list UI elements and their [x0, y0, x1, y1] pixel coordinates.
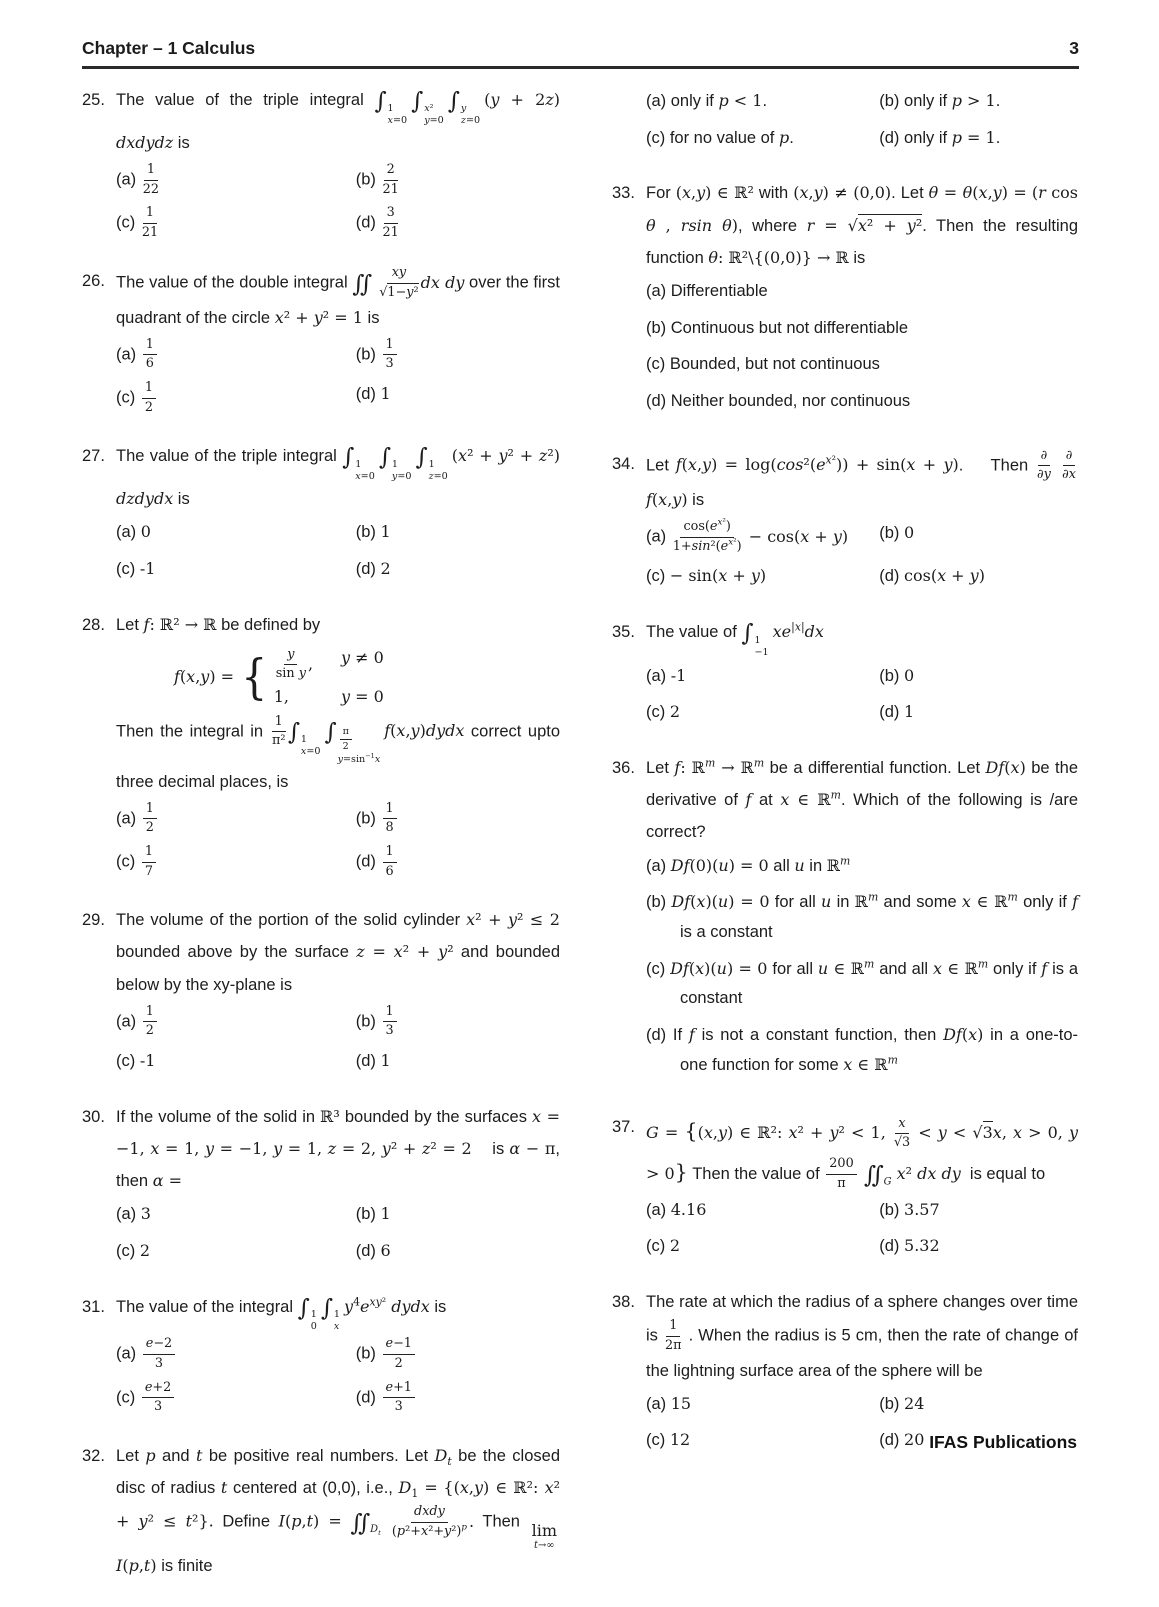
question-32-options — [612, 84, 1078, 153]
options — [646, 277, 1078, 417]
question-body — [646, 84, 1078, 153]
option-d: (d) cos(x + y) — [879, 566, 985, 586]
page-content — [82, 84, 1078, 1607]
option-b: (b) $\frac{2}{21}$ — [355, 161, 399, 197]
question-37 — [612, 1111, 1078, 1262]
option-d: (d) 1 — [355, 1050, 391, 1070]
options — [646, 1196, 1078, 1262]
question-34 — [612, 448, 1078, 592]
option-d: (d) $\frac{e+1}{3}$ — [356, 1380, 560, 1416]
option-d: (d) 2 — [355, 558, 391, 578]
option-d: (d) $\frac{3}{21}$ — [355, 205, 399, 240]
question-body — [646, 1286, 1078, 1456]
option-b: (b) 0 — [879, 523, 915, 543]
option-d: (d) $\frac{1}{6}$ — [356, 844, 560, 880]
question-number: 33. — [612, 184, 635, 203]
option-b: (b) 0 — [879, 665, 915, 685]
question-body — [646, 752, 1078, 1087]
question-text: G = {(x,y) ∈ ℝ²: x² + y² < 1, $\frac{x}{√3}$ < y < √3x, x > 0, y > 0} Then the value of $\frac{200}{\pi}$ $∬_G$ x² dx dy is equal to — [646, 1115, 1078, 1192]
question-27 — [82, 440, 560, 584]
option-d: (d) Neither bounded, nor continuous — [646, 391, 911, 410]
option-b: (b) $\frac{1}{8}$ — [356, 801, 560, 837]
option-a: (a) 15 — [646, 1393, 692, 1413]
question-number: 35. — [612, 623, 635, 641]
options — [116, 518, 560, 584]
question-35 — [612, 616, 1078, 728]
question-38 — [612, 1286, 1078, 1456]
question-text: If the volume of the solid in ℝ³ bounded by the surfaces x = −1, x = 1, y = −1, y = 1, z = 2, y² + z² = 2 is α − π, then α = — [116, 1106, 561, 1190]
question-text: Let p and t be positive real numbers. Let $D_t$ be the closed disc of radius t centered at (0,0), i.e., $D_1 = \{(x,y)$ ∈ ℝ²: x² + y² ≤ t²}. Define $I(p,t) = ∬_{D_t}$ dxdy $(p^2+x^2+y^2)^p$ . Then lim t→∞ I(p,t) is finite — [116, 1445, 561, 1576]
option-a: (a) $\frac{1}{2}$ — [116, 1004, 356, 1040]
question-body — [646, 448, 1078, 592]
option-d: (d) 1 — [355, 384, 391, 404]
question-number: 34. — [612, 454, 635, 473]
question-30 — [82, 1101, 560, 1267]
option-c: (c) $\frac{1}{21}$ — [116, 205, 159, 240]
question-31 — [82, 1291, 560, 1416]
question-body — [116, 1440, 560, 1583]
question-text: The value of the triple integral ∫ 1 x=0 ∫ 1 y=0 ∫ 1 z=0 (x² + y² + z²) dzdydx is — [116, 444, 560, 509]
option-d: (d) 6 — [355, 1240, 391, 1260]
options — [646, 87, 1078, 153]
question-number — [612, 84, 646, 153]
option-c: (c) 2 — [646, 1236, 681, 1256]
question-body — [116, 904, 560, 1076]
option-b: (b) 1 — [355, 522, 391, 542]
question-text: Let $f(x,y) = \log(\cos^2(e^{x^2})) + \sin(x + y)$. Then ∂ ∂y ∂ ∂x f(x,y) is — [646, 447, 1076, 509]
option-d: (d) If f is not a constant function, then Df(x) in a one-to-one function for some x ∈ ℝ$^m$ — [646, 1025, 1079, 1074]
question-text: The rate at which the radius of a sphere changes over time is $\frac{1}{2\pi}$ . When the radius is 5 cm, then the rate of change of the lightning surface area of the sphere will be — [646, 1293, 1079, 1380]
question-26 — [82, 265, 560, 416]
option-b: (b) $\frac{1}{3}$ — [356, 337, 560, 373]
option-a: (a) 3 — [116, 1204, 151, 1224]
question-29 — [82, 904, 560, 1076]
option-a: (a) $\frac{e-2}{3}$ — [116, 1336, 356, 1372]
option-a: (a) $\frac{\cos(e^{x^2})}{1+\sin^2(e^{x^2})}$ − cos(x + y) — [646, 517, 849, 554]
option-c: (c) -1 — [116, 558, 156, 578]
option-b: (b) Continuous but not differentiable — [646, 318, 909, 337]
option-b: (b) 1 — [355, 1204, 391, 1224]
option-c: (c) $\frac{1}{7}$ — [116, 844, 356, 880]
question-text: The value of the integral ∫ 1 0 ∫ 1 x $y^4e^{xy^2}$ dydx is — [116, 1294, 447, 1333]
question-text: Let f: ℝ$^m$ → ℝ$^m$ be a differential function. Let Df(x) be the derivative of f at x ∈ ℝ$^m$. Which of the following is /are correct? — [646, 756, 1079, 842]
publisher-name: IFAS Publications — [929, 1432, 1077, 1452]
question-body — [116, 609, 560, 881]
option-c: (c) Df(x)(u) = 0 for all u ∈ ℝ$^m$ and all x ∈ ℝ$^m$ only if f is a constant — [646, 957, 1079, 1008]
question-number: 27. — [82, 447, 105, 466]
left-column — [82, 84, 560, 1607]
right-column — [612, 84, 1078, 1607]
option-c: (c) -1 — [116, 1050, 156, 1070]
option-d: (d) 20 — [879, 1430, 925, 1450]
question-number: 26. — [82, 272, 105, 291]
options — [116, 162, 560, 242]
question-text: The volume of the portion of the solid cylinder x² + y² ≤ 2 bounded above by the surface z = x² + y² and bounded below by the xy-plane is — [116, 910, 561, 994]
question-body — [646, 177, 1078, 423]
option-c: (c) 2 — [646, 702, 681, 722]
question-body — [646, 1111, 1078, 1262]
question-32 — [82, 1440, 560, 1583]
options — [116, 801, 560, 881]
page-header — [82, 38, 1079, 69]
option-a: (a) $\frac{1}{2}$ — [116, 801, 356, 837]
option-b: (b) 3.57 — [879, 1199, 940, 1219]
option-c: (c) for no value of p. — [646, 127, 794, 147]
question-number: 30. — [82, 1107, 105, 1126]
question-33 — [612, 177, 1078, 423]
option-c: (c) $\frac{e+2}{3}$ — [116, 1380, 356, 1416]
question-body — [646, 616, 1078, 728]
option-b: (b) 24 — [879, 1393, 925, 1413]
question-text: The value of the double integral ∬ $\frac{xy}{\text{√1−y²}}$ dx dy over the first quadrant of the circle x² + y² = 1 is — [116, 265, 561, 327]
question-text: The value of ∫ 1 −1 $xe^{|x|}dx$ — [646, 619, 824, 658]
option-d: (d) only if p = 1. — [879, 127, 1001, 147]
option-a: (a) Df(0)(u) = 0 all u in ℝ$^m$ — [646, 854, 851, 875]
option-a: (a) $\frac{1}{6}$ — [116, 337, 356, 373]
question-number: 25. — [82, 91, 105, 109]
question-body — [116, 1101, 560, 1267]
option-a: (a) 0 — [116, 522, 151, 542]
question-number: 31. — [82, 1297, 105, 1316]
option-d: (d) 1 — [879, 702, 915, 722]
question-number: 32. — [82, 1446, 105, 1465]
option-c: (c) − sin(x + y) — [646, 566, 767, 586]
option-d: (d) 5.32 — [879, 1236, 940, 1256]
question-number: 37. — [612, 1118, 635, 1137]
chapter-title: Chapter – 1 Calculus — [82, 38, 256, 58]
option-b: (b) $\frac{e-1}{2}$ — [356, 1336, 560, 1372]
option-a: (a) -1 — [646, 665, 687, 685]
question-number: 36. — [612, 759, 635, 778]
question-body — [116, 265, 560, 416]
question-number: 28. — [82, 615, 105, 634]
option-b: (b) $\frac{1}{3}$ — [356, 1004, 560, 1040]
option-b: (b) Df(x)(u) = 0 for all u in ℝ$^m$ and some x ∈ ℝ$^m$ only if f is a constant — [646, 891, 1078, 942]
options — [116, 1200, 560, 1266]
question-body — [116, 84, 560, 241]
options — [116, 1004, 560, 1077]
options — [646, 852, 1078, 1081]
options — [646, 662, 1078, 728]
option-c: (c) 2 — [116, 1240, 151, 1260]
options — [116, 337, 560, 417]
question-number: 38. — [612, 1293, 635, 1312]
question-36 — [612, 752, 1078, 1087]
option-c: (c) Bounded, but not continuous — [646, 355, 880, 374]
option-c: (c) 12 — [646, 1430, 691, 1450]
question-28 — [82, 609, 560, 881]
options — [116, 1336, 560, 1416]
question-text: The value of the triple integral ∫ 1 x=0 ∫ x² y=0 ∫ y z=0 (y + 2z) dxdydz is — [116, 87, 560, 152]
question-text: For (x,y) ∈ ℝ² with (x,y) ≠ (0,0). Let θ = θ(x,y) = (r cos θ , rsin θ), where r = √x² + y². Then the resulting function θ: ℝ²\{(0,0)} → ℝ is — [646, 183, 1079, 267]
question-25 — [82, 84, 560, 241]
option-a: (a) only if p < 1. — [646, 91, 768, 110]
question-body — [116, 440, 560, 584]
option-b: (b) only if p > 1. — [879, 91, 1001, 110]
question-number: 29. — [82, 911, 105, 930]
option-c: (c) $\frac{1}{2}$ — [116, 380, 356, 416]
page-number: 3 — [1069, 38, 1079, 58]
options — [646, 519, 1078, 592]
option-a: (a) $\frac{1}{22}$ — [116, 161, 160, 197]
option-a: (a) Differentiable — [646, 281, 768, 300]
question-text: Let f: ℝ² → ℝ be defined by f(x,y) = { $\frac{y}{\text{sin y}}$ , y ≠ 0 1, y = 0 Then the integral in $\frac{1}{\text{π²}}$ ∫ 1 x=0 ∫ $\frac{\pi}{2}$ $y=\sin^{-1}x$ f(x,y)dydx correct upto three decimal places, is — [116, 614, 561, 791]
option-a: (a) 4.16 — [646, 1199, 707, 1219]
question-body — [116, 1291, 560, 1416]
